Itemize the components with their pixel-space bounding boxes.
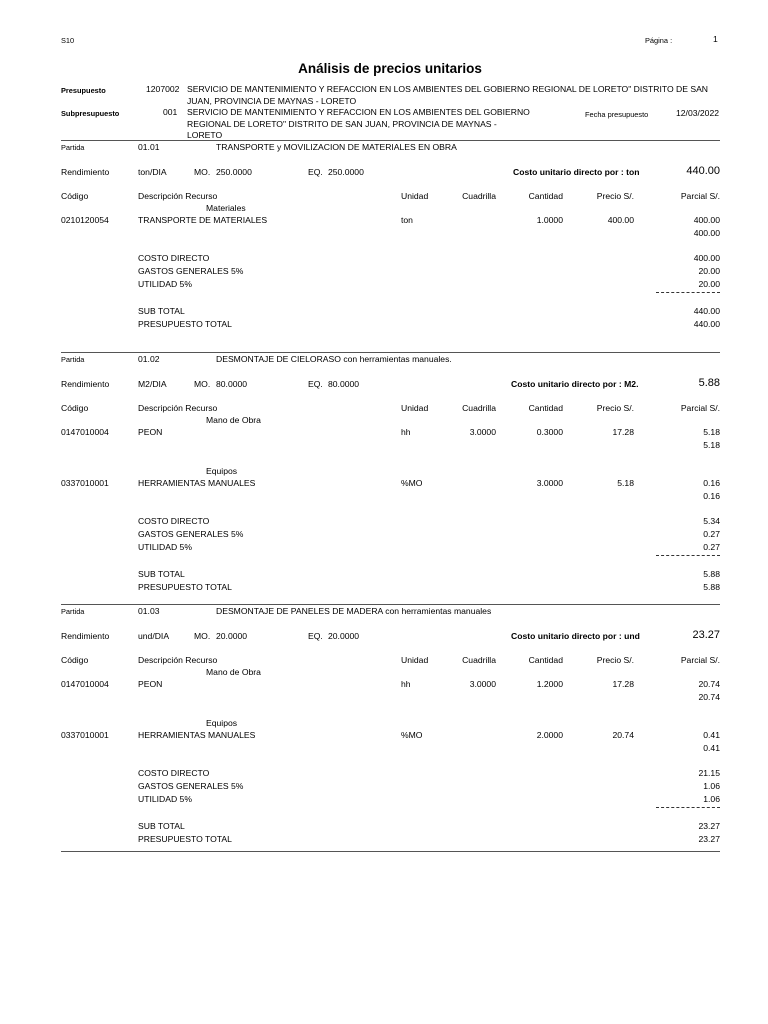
costo-directo-value: 21.15 bbox=[698, 768, 720, 778]
resource-description: TRANSPORTE DE MATERIALES bbox=[138, 215, 268, 225]
resource-description: HERRAMIENTAS MANUALES bbox=[138, 730, 256, 740]
gastos-generales-value: 0.27 bbox=[703, 529, 720, 539]
resource-description: PEON bbox=[138, 427, 163, 437]
rendimiento-unit: M2/DIA bbox=[138, 379, 167, 389]
costo-unitario-value: 23.27 bbox=[692, 629, 720, 641]
costo-directo-value: 400.00 bbox=[693, 253, 720, 263]
column-descripcion: Descripción Recurso bbox=[138, 403, 218, 413]
eq-value: 80.0000 bbox=[328, 379, 360, 389]
resource-precio: 400.00 bbox=[607, 215, 634, 225]
resource-parcial: 20.74 bbox=[698, 679, 720, 689]
group-name: Equipos bbox=[206, 466, 238, 476]
sub-total-label: SUB TOTAL bbox=[138, 306, 185, 316]
resource-precio: 17.28 bbox=[612, 427, 634, 437]
presupuesto-total-label: PRESUPUESTO TOTAL bbox=[138, 834, 232, 844]
partida-label: Partida bbox=[61, 355, 85, 364]
page-number: 1 bbox=[713, 34, 718, 44]
rendimiento-unit: ton/DIA bbox=[138, 167, 167, 177]
column-parcial: Parcial S/. bbox=[680, 655, 720, 665]
column-codigo: Código bbox=[61, 403, 89, 413]
resource-cuadrilla: 3.0000 bbox=[469, 679, 496, 689]
eq-value: 250.0000 bbox=[328, 167, 364, 177]
subpresupuesto-description-line1: SERVICIO DE MANTENIMIENTO Y REFACCION EN LOS AMBIENTES DEL GOBIERNO bbox=[187, 107, 530, 117]
mo-label: MO. bbox=[194, 379, 211, 389]
resource-parcial: 0.41 bbox=[703, 730, 720, 740]
group-name: Mano de Obra bbox=[206, 415, 261, 425]
resource-unit: %MO bbox=[401, 730, 423, 740]
costo-unitario-label: Costo unitario directo por : M2. bbox=[511, 379, 639, 389]
costo-directo-label: COSTO DIRECTO bbox=[138, 253, 210, 263]
resource-precio: 20.74 bbox=[612, 730, 634, 740]
column-cuadrilla: Cuadrilla bbox=[462, 191, 496, 201]
column-unidad: Unidad bbox=[401, 191, 429, 201]
costo-directo-value: 5.34 bbox=[703, 516, 720, 526]
presupuesto-total-label: PRESUPUESTO TOTAL bbox=[138, 582, 232, 592]
column-cantidad: Cantidad bbox=[528, 191, 563, 201]
sub-total-value: 5.88 bbox=[703, 569, 720, 579]
resource-description: PEON bbox=[138, 679, 163, 689]
eq-value: 20.0000 bbox=[328, 631, 360, 641]
column-descripcion: Descripción Recurso bbox=[138, 655, 218, 665]
gastos-generales-label: GASTOS GENERALES 5% bbox=[138, 266, 244, 276]
column-descripcion: Descripción Recurso bbox=[138, 191, 218, 201]
utilidad-label: UTILIDAD 5% bbox=[138, 279, 192, 289]
presupuesto-total-label: PRESUPUESTO TOTAL bbox=[138, 319, 232, 329]
utilidad-value: 20.00 bbox=[698, 279, 720, 289]
group-subtotal: 20.74 bbox=[698, 692, 720, 702]
rendimiento-label: Rendimiento bbox=[61, 167, 110, 177]
subpresupuesto-label: Subpresupuesto bbox=[61, 109, 120, 118]
column-precio: Precio S/. bbox=[596, 403, 634, 413]
resource-cuadrilla: 3.0000 bbox=[469, 427, 496, 437]
sub-total-value: 23.27 bbox=[698, 821, 720, 831]
sub-total-label: SUB TOTAL bbox=[138, 821, 185, 831]
presupuesto-total-value: 23.27 bbox=[698, 834, 720, 844]
costo-unitario-label: Costo unitario directo por : ton bbox=[513, 167, 640, 177]
resource-code: 0147010004 bbox=[61, 679, 109, 689]
utilidad-value: 0.27 bbox=[703, 542, 720, 552]
partida-code: 01.03 bbox=[138, 606, 160, 616]
subpresupuesto-description-line3: LORETO bbox=[187, 130, 223, 140]
resource-cantidad: 1.2000 bbox=[536, 679, 563, 689]
rendimiento-label: Rendimiento bbox=[61, 379, 110, 389]
partida-label: Partida bbox=[61, 143, 85, 152]
resource-code: 0147010004 bbox=[61, 427, 109, 437]
group-name: Mano de Obra bbox=[206, 667, 261, 677]
column-cantidad: Cantidad bbox=[528, 655, 563, 665]
group-name: Equipos bbox=[206, 718, 238, 728]
page-label: Página : bbox=[645, 36, 673, 45]
sub-total-value: 440.00 bbox=[693, 306, 720, 316]
partida-description: TRANSPORTE y MOVILIZACION DE MATERIALES EN OBRA bbox=[216, 142, 457, 152]
costo-unitario-value: 440.00 bbox=[686, 165, 720, 177]
presupuesto-description-line2: JUAN, PROVINCIA DE MAYNAS - LORETO bbox=[187, 96, 357, 106]
presupuesto-label: Presupuesto bbox=[61, 86, 106, 95]
column-precio: Precio S/. bbox=[596, 191, 634, 201]
page-title: Análisis de precios unitarios bbox=[298, 61, 482, 76]
resource-code: 0337010001 bbox=[61, 478, 109, 488]
costo-directo-label: COSTO DIRECTO bbox=[138, 768, 210, 778]
group-name: Materiales bbox=[206, 203, 246, 213]
costo-directo-label: COSTO DIRECTO bbox=[138, 516, 210, 526]
group-subtotal: 0.16 bbox=[703, 491, 720, 501]
partida-code: 01.02 bbox=[138, 354, 160, 364]
section-divider bbox=[61, 352, 720, 353]
gastos-generales-value: 20.00 bbox=[698, 266, 720, 276]
presupuesto-description-line1: SERVICIO DE MANTENIMIENTO Y REFACCION EN LOS AMBIENTES DEL GOBIERNO REGIONAL DE LORETO" DISTRITO DE SAN bbox=[187, 84, 709, 94]
resource-parcial: 0.16 bbox=[703, 478, 720, 488]
column-codigo: Código bbox=[61, 655, 89, 665]
resource-cantidad: 1.0000 bbox=[536, 215, 563, 225]
mo-value: 80.0000 bbox=[216, 379, 248, 389]
column-codigo: Código bbox=[61, 191, 89, 201]
costo-unitario-value: 5.88 bbox=[698, 377, 720, 389]
column-parcial: Parcial S/. bbox=[680, 191, 720, 201]
report-code: S10 bbox=[61, 36, 75, 45]
fecha-presupuesto-value: 12/03/2022 bbox=[676, 108, 720, 118]
group-subtotal: 0.41 bbox=[703, 743, 720, 753]
resource-unit: ton bbox=[401, 215, 413, 225]
partida-code: 01.01 bbox=[138, 142, 160, 152]
resource-precio: 17.28 bbox=[612, 679, 634, 689]
subtotal-dash-line bbox=[656, 292, 720, 293]
resource-parcial: 5.18 bbox=[703, 427, 720, 437]
eq-label: EQ. bbox=[308, 167, 323, 177]
mo-value: 20.0000 bbox=[216, 631, 248, 641]
resource-cantidad: 2.0000 bbox=[536, 730, 563, 740]
resource-parcial: 400.00 bbox=[693, 215, 720, 225]
group-subtotal: 5.18 bbox=[703, 440, 720, 450]
section-divider bbox=[61, 851, 720, 852]
gastos-generales-label: GASTOS GENERALES 5% bbox=[138, 781, 244, 791]
resource-unit: %MO bbox=[401, 478, 423, 488]
resource-code: 0337010001 bbox=[61, 730, 109, 740]
section-divider bbox=[61, 140, 720, 141]
partida-description: DESMONTAJE DE CIELORASO con herramientas manuales. bbox=[216, 354, 452, 364]
resource-description: HERRAMIENTAS MANUALES bbox=[138, 478, 256, 488]
subpresupuesto-code: 001 bbox=[163, 107, 178, 117]
resource-cantidad: 0.3000 bbox=[536, 427, 563, 437]
subpresupuesto-description-line2: REGIONAL DE LORETO" DISTRITO DE SAN JUAN, PROVINCIA DE MAYNAS - bbox=[187, 119, 497, 129]
resource-precio: 5.18 bbox=[617, 478, 634, 488]
rendimiento-label: Rendimiento bbox=[61, 631, 110, 641]
column-precio: Precio S/. bbox=[596, 655, 634, 665]
subtotal-dash-line bbox=[656, 807, 720, 808]
resource-unit: hh bbox=[401, 679, 411, 689]
utilidad-value: 1.06 bbox=[703, 794, 720, 804]
column-parcial: Parcial S/. bbox=[680, 403, 720, 413]
mo-value: 250.0000 bbox=[216, 167, 252, 177]
presupuesto-code: 1207002 bbox=[146, 84, 180, 94]
eq-label: EQ. bbox=[308, 631, 323, 641]
gastos-generales-value: 1.06 bbox=[703, 781, 720, 791]
rendimiento-unit: und/DIA bbox=[138, 631, 170, 641]
mo-label: MO. bbox=[194, 631, 211, 641]
subtotal-dash-line bbox=[656, 555, 720, 556]
resource-unit: hh bbox=[401, 427, 411, 437]
column-unidad: Unidad bbox=[401, 655, 429, 665]
gastos-generales-label: GASTOS GENERALES 5% bbox=[138, 529, 244, 539]
fecha-presupuesto-label: Fecha presupuesto bbox=[585, 110, 649, 119]
column-unidad: Unidad bbox=[401, 403, 429, 413]
section-divider bbox=[61, 604, 720, 605]
utilidad-label: UTILIDAD 5% bbox=[138, 794, 192, 804]
column-cantidad: Cantidad bbox=[528, 403, 563, 413]
column-cuadrilla: Cuadrilla bbox=[462, 655, 496, 665]
presupuesto-total-value: 440.00 bbox=[693, 319, 720, 329]
group-subtotal: 400.00 bbox=[693, 228, 720, 238]
partida-description: DESMONTAJE DE PANELES DE MADERA con herramientas manuales bbox=[216, 606, 492, 616]
utilidad-label: UTILIDAD 5% bbox=[138, 542, 192, 552]
column-cuadrilla: Cuadrilla bbox=[462, 403, 496, 413]
resource-cantidad: 3.0000 bbox=[536, 478, 563, 488]
resource-code: 0210120054 bbox=[61, 215, 109, 225]
mo-label: MO. bbox=[194, 167, 211, 177]
presupuesto-total-value: 5.88 bbox=[703, 582, 720, 592]
costo-unitario-label: Costo unitario directo por : und bbox=[511, 631, 640, 641]
sub-total-label: SUB TOTAL bbox=[138, 569, 185, 579]
eq-label: EQ. bbox=[308, 379, 323, 389]
partida-label: Partida bbox=[61, 607, 85, 616]
